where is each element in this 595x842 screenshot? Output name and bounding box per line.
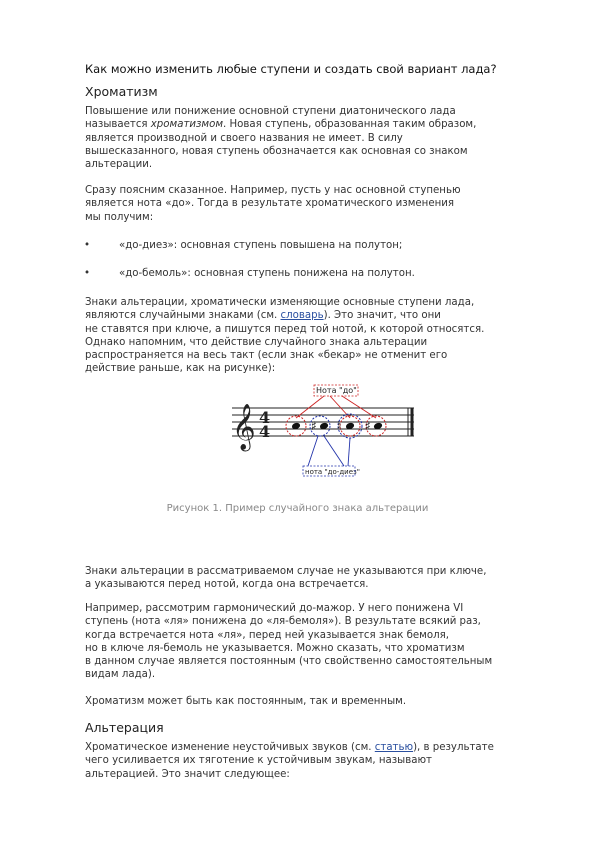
text-line: Знаки альтерации в рассматриваемом случае не указываются при ключе, [85,566,487,577]
text-line: является нота «до». Тогда в результате хроматического изменения [85,198,454,210]
figure-caption: Рисунок 1. Пример случайного знака альтерации [166,503,429,514]
text-line [85,118,476,131]
text-line: когда встречается нота «ля», перед ней указывается знак бемоля, [85,629,449,641]
time-signature-bottom: 4 [259,422,271,441]
list-item: «до-бемоль»: основная ступень понижена на полутон. [119,268,415,279]
paragraph-alteration-not-in-key [85,565,486,592]
text-line: Повышение или понижение основной ступени диатонического лада [85,106,456,117]
text-line: Сразу поясним сказанное. Например, пусть у нас основной ступенью [85,185,461,196]
text-line [85,309,484,322]
text-line: действие раньше, как на рисунке): [85,363,276,375]
text-line: в данном случае является постоянным (что свойственно самостоятельным [85,656,493,668]
label-note-do: Нота "до" [316,386,357,395]
paragraph-chromatism-definition [85,105,476,171]
heading-alteration: Альтерация [85,720,164,735]
text-line: альтерации. [85,159,153,171]
text-line: ступень (нота «ля» понижена до «ля-бемоля»). В результате всякий раз, [85,616,481,628]
blue-note-circles [310,414,362,438]
text-line [85,741,494,754]
text-line: вышесказанного, новая ступень обозначается как основная со знаком [85,145,468,157]
natural-icon: ♮ [337,419,342,433]
bullet-icon: • [84,268,91,279]
text-line: не ставятся при ключе, а пишутся перед той нотой, к которой относятся. [85,323,485,335]
text-run: являются случайными знаками (см. [85,310,281,322]
text-line: альтерацией. Это значит следующее: [85,768,290,780]
text-run: называется [85,119,151,131]
text-line: а указываются перед нотой, когда она встречается. [85,579,369,591]
paragraph-harmonic-major [85,602,492,682]
text-run: ). Это значит, что они [323,310,441,322]
red-note-circles [286,416,386,436]
article-link[interactable]: статью [374,742,414,753]
text-line: чего усиливается их тяготение к устойчивым звукам, называют [85,755,432,767]
text-line: Однако напомним, что действие случайного знака альтерации [85,336,428,348]
sharp-icon: ♯ [365,419,371,433]
text-run: ), в результате [413,742,494,753]
treble-clef-icon: 𝄞 [232,404,256,450]
text-run: Хроматическое изменение неустойчивых звуков (см. [85,742,375,753]
term-chromatism: хроматизмом [150,119,224,131]
heading-chromatism: Хроматизм [85,84,158,99]
paragraph-alteration-signs [85,296,484,376]
dictionary-link[interactable]: словарь [280,310,324,322]
text-run: . Новая ступень, образованная таким образом, [223,119,477,131]
text-line: но в ключе ля-бемоль не указывается. Можно сказать, что хроматизм [85,642,465,654]
page-question: Как можно изменить любые ступени и создать свой вариант лада? [85,62,497,76]
accidental-example-figure [228,382,418,480]
label-note-do-sharp: нота "до-диез" [305,468,360,476]
time-signature-top: 4 [259,408,271,427]
bullet-icon: • [84,240,91,251]
text-line: видам лада). [85,669,156,681]
text-line: является производной и своего названия не имеет. В силу [85,132,403,144]
text-line: Например, рассмотрим гармонический до-мажор. У него понижена VI [85,603,464,614]
paragraph-example-intro [85,184,461,224]
blue-annotation-lines [308,436,350,466]
sharp-icon: ♯ [311,419,317,433]
list-item: «до-диез»: основная ступень повышена на полутон; [119,240,403,251]
text-line: Знаки альтерации, хроматически изменяющие основные ступени лада, [85,297,475,308]
paragraph-chromatism-types: Хроматизм может быть как постоянным, так и временным. [85,696,407,707]
text-line: мы получим: [85,211,154,223]
text-line: распространяется на весь такт (если знак «бекар» не отменит его [85,350,448,362]
paragraph-alteration-definition [85,741,494,781]
